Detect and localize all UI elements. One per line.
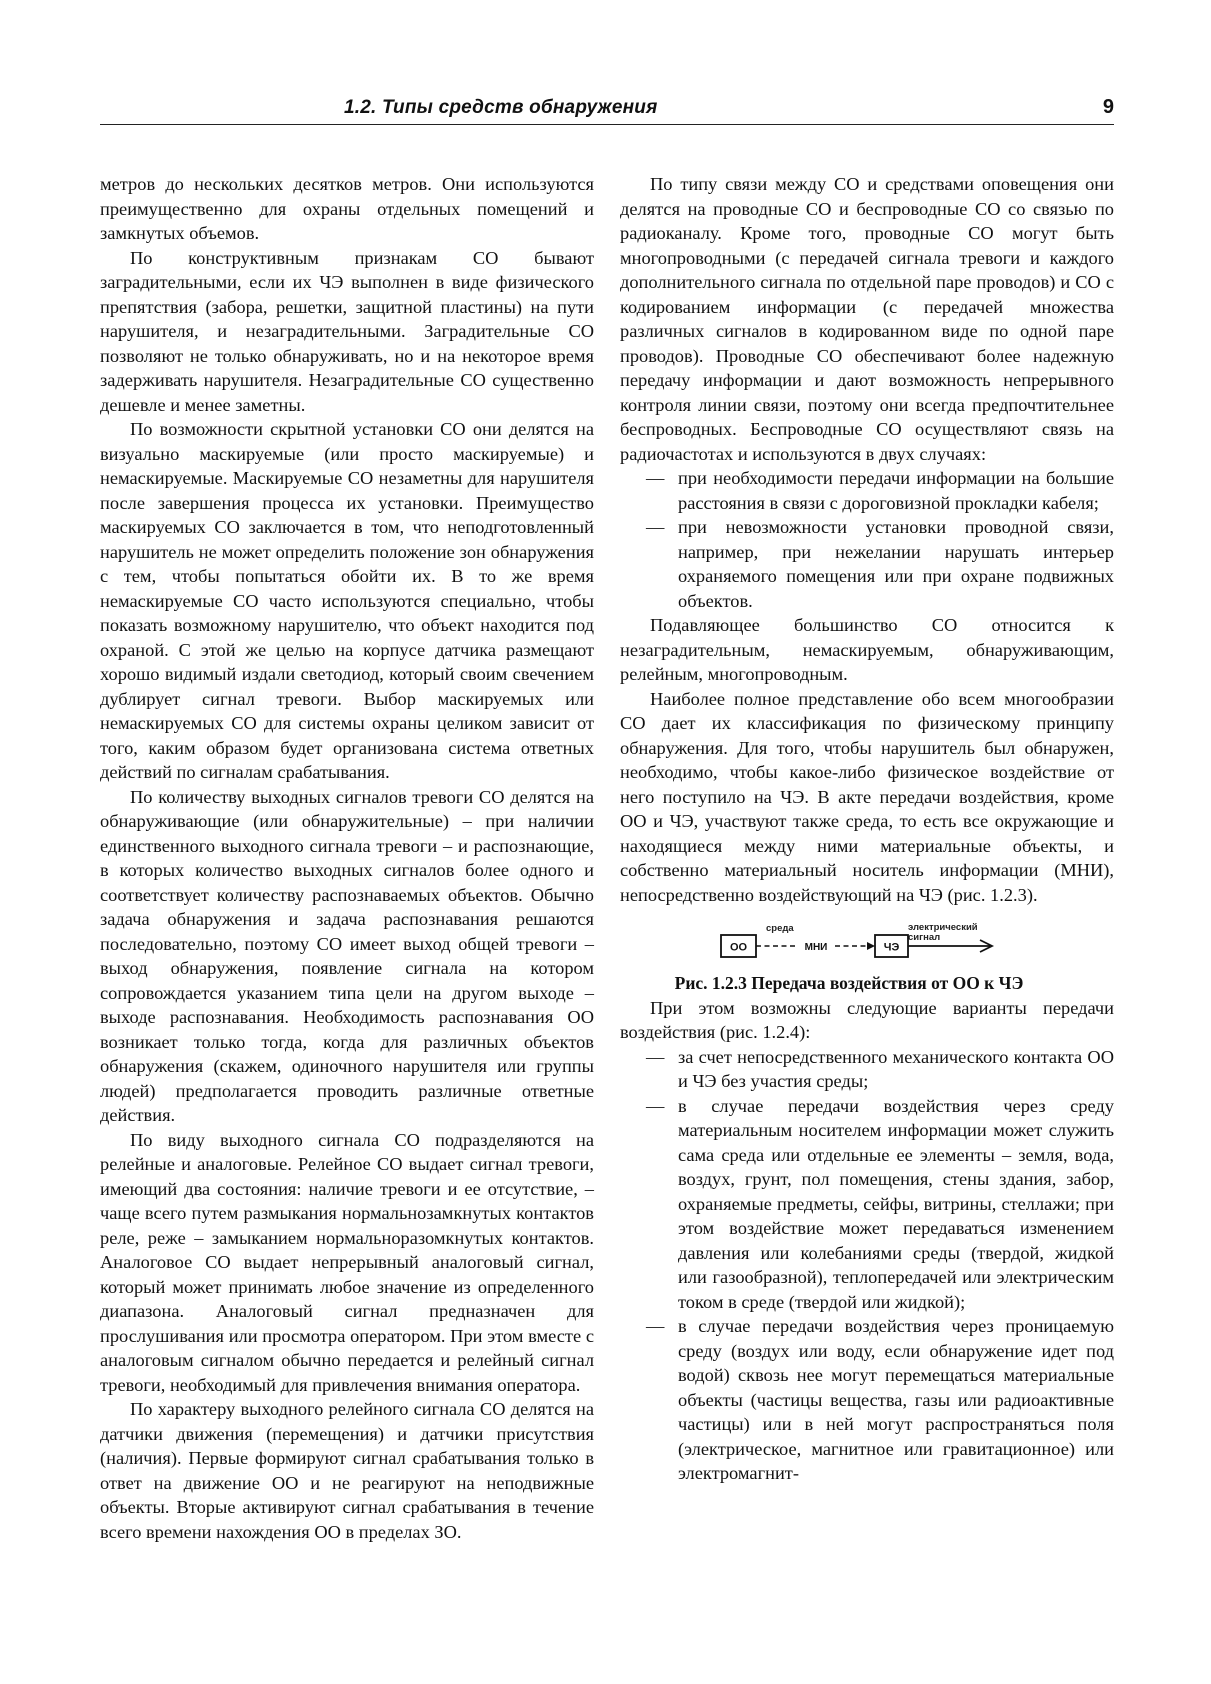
paragraph: Наиболее полное представление обо всем многообразии СО дает их классификация по физическому принципу обнаружения. Для того, чтобы нарушитель был обнаружен, необходимо, чтобы какое-либо физическое воздействие от него поступило на ЧЭ. В акте передачи воздействия, кроме ОО и ЧЭ, участвуют также среда, то есть все окружающие и находящиеся между ними материальные объекты, и собственно материальный носитель информации (МНИ), непосредственно воздействующий на ЧЭ (рис. 1.2.3). [620, 688, 1114, 905]
paragraph: По виду выходного сигнала СО подразделяются на релейные и аналоговые. Релейное СО выдает сигнал тревоги, имеющий два состояния: наличие тревоги и ее отсутствие, – чаще всего путем размыкания нормальнозамкнутых контактов реле, реже – замыканием нормальноразомкнутых контактов. Аналоговое СО выдает непрерывный аналоговый сигнал, который может принимать любое значение из определенного диапазона. Аналоговый сигнал предназначен для прослушивания или просмотра оператором. При этом вместе с аналоговым сигналом обычно передается и релейный сигнал тревоги, необходимый для привлечения внимания оператора. [100, 1129, 594, 1395]
dash-marker: — [646, 1316, 665, 1336]
running-header [100, 96, 1114, 125]
dash-list [620, 1045, 1114, 1486]
paragraph: По количеству выходных сигналов тревоги СО делятся на обнаруживающие (или обнаружительные) – при наличии единственного выходного сигнала тревоги – и распознающие, в которых количество выходных сигналов более одного и соответствует количеству распознаваемых объектов. Обычно задача обнаружения и задача распознавания решаются последовательно, поэтому СО имеет выход общей тревоги – выход обнаружения, появление сигнала на котором сопровождается указанием типа цели на другом выходе – выходе распознавания. Необходимость распознавания ОО возникает только тогда, когда для различных объектов обнаружения (скажем, одиночного нарушителя или группы людей) предполагается проводить различные ответные действия. [100, 786, 594, 1125]
list-item [620, 1045, 1114, 1094]
paragraph: По характеру выходного релейного сигнала СО делятся на датчики движения (перемещения) и датчики присутствия (наличия). Первые формируют сигнал срабатывания только в ответ на движение ОО и не реагируют на неподвижные объекты. Вторые активируют сигнал срабатывания в течение всего времени нахождения ОО в пределах ЗО. [100, 1399, 594, 1542]
list-item-text: за счет непосредственного механического контакта ОО и ЧЭ без участия среды; [678, 1046, 1114, 1091]
box-che-label: ЧЭ [883, 941, 900, 954]
dash-marker: — [646, 517, 665, 537]
paragraph: Подавляющее большинство СО относится к незаградительным, немаскируемым, обнаруживающим, релейным, многопроводным. [620, 615, 1114, 684]
list-item-text: при необходимости передачи информации на большие расстояния в связи с дороговизной прокладки кабеля; [678, 468, 1114, 513]
list-item-text: при невозможности установки проводной связи, например, при нежелании нарушать интерьер охраняемого помещения или при охране подвижных объектов. [678, 517, 1114, 611]
label-medium: среда [766, 923, 794, 934]
paragraph: По типу связи между СО и средствами оповещения они делятся на проводные СО и беспроводные СО со связью по радиоканалу. Кроме того, проводные СО могут быть многопроводными (с передачей сигнала тревоги и каждого дополнительного сигнала по отдельной паре проводов) и СО с кодированием информации (с передачей множества различных сигналов в кодированном виде по одной паре проводов). Проводные СО обеспечивают более надежную передачу информации и дают возможность непрерывного контроля линии связи, поэтому они всегда предпочтительнее беспроводных. Беспроводные СО осуществляют связь на радиочастотах и используются в двух случаях: [620, 174, 1114, 464]
list-item-text: в случае передачи воздействия через проницаемую среду (воздух или воду, если обнаружение идет под водой) сквозь нее могут перемещаться материальные объекты (частицы вещества, газы или радиоактивные частицы) или в ней могут распространяться поля (электрическое, магнитное или гравитационное) или электромагнит- [678, 1316, 1114, 1483]
label-mni: МНИ [804, 942, 828, 953]
dash-marker: — [646, 468, 665, 488]
section-title: 1.2. Типы средств обнаружения [344, 97, 658, 118]
list-item [620, 466, 1114, 515]
arrow-head-icon [867, 942, 875, 950]
list-item-text: в случае передачи воздействия через среду материальным носителем информации может служить сама среда или отдельные ее элементы – земля, вода, воздух, грунт, пол помещения, стены здания, забор, охраняемые предметы, сейфы, витрины, стеллажи; при этом воздействие может передаваться изменением давления или колебаниями среды (твердой, жидкой или газообразной), теплопередачей или электрическим током в среде (твердой или жидкой); [678, 1095, 1114, 1312]
list-item [620, 1094, 1114, 1315]
box-oo-label: ОО [729, 941, 748, 954]
left-column [100, 172, 594, 1544]
list-item [620, 515, 1114, 613]
page-number: 9 [1102, 96, 1114, 118]
label-signal-1: электрический [908, 922, 978, 933]
paragraph: При этом возможны следующие варианты передачи воздействия (рис. 1.2.4): [620, 997, 1114, 1042]
paragraph: По конструктивным признакам СО бывают заградительными, если их ЧЭ выполнен в виде физического препятствия (забора, решетки, защитной пластины) на пути нарушителя, и незаградительными. Заградительные СО позволяют не только обнаруживать, но и на некоторое время задерживать нарушителя. Незаградительные СО существенно дешевле и менее заметны. [100, 247, 594, 415]
figure-1-2-3 [620, 919, 1114, 971]
label-signal-2: сигнал [908, 932, 941, 943]
dash-marker: — [646, 1095, 665, 1116]
list-item [620, 1314, 1114, 1486]
right-column [620, 172, 1114, 1486]
dash-marker: — [646, 1046, 665, 1067]
dash-list [620, 466, 1114, 613]
transmission-diagram [720, 919, 1020, 969]
paragraph: метров до нескольких десятков метров. Они используются преимущественно для охраны отдельных помещений и замкнутых объемов. [100, 174, 594, 243]
paragraph: По возможности скрытной установки СО они делятся на визуально маскируемые (или просто маскируемые) и немаскируемые. Маскируемые СО незаметны для нарушителя после завершения процесса их установки. Преимущество маскируемых СО заключается в том, что неподготовленный нарушитель не может определить положение зон обнаружения с тем, чтобы попытаться обойти их. В то же время немаскируемые СО часто используются специально, чтобы показать возможному нарушителю, что объект находится под охраной. С этой же целью на корпусе датчика размещают хорошо видимый издали светодиод, который своим свечением дублирует сигнал тревоги. Выбор маскируемых или немаскируемых СО для системы охраны целиком зависит от того, каким образом будет организована система ответных действий по сигналам срабатывания. [100, 419, 594, 782]
figure-caption: Рис. 1.2.3 Передача воздействия от ОО к ЧЭ [674, 973, 1024, 993]
